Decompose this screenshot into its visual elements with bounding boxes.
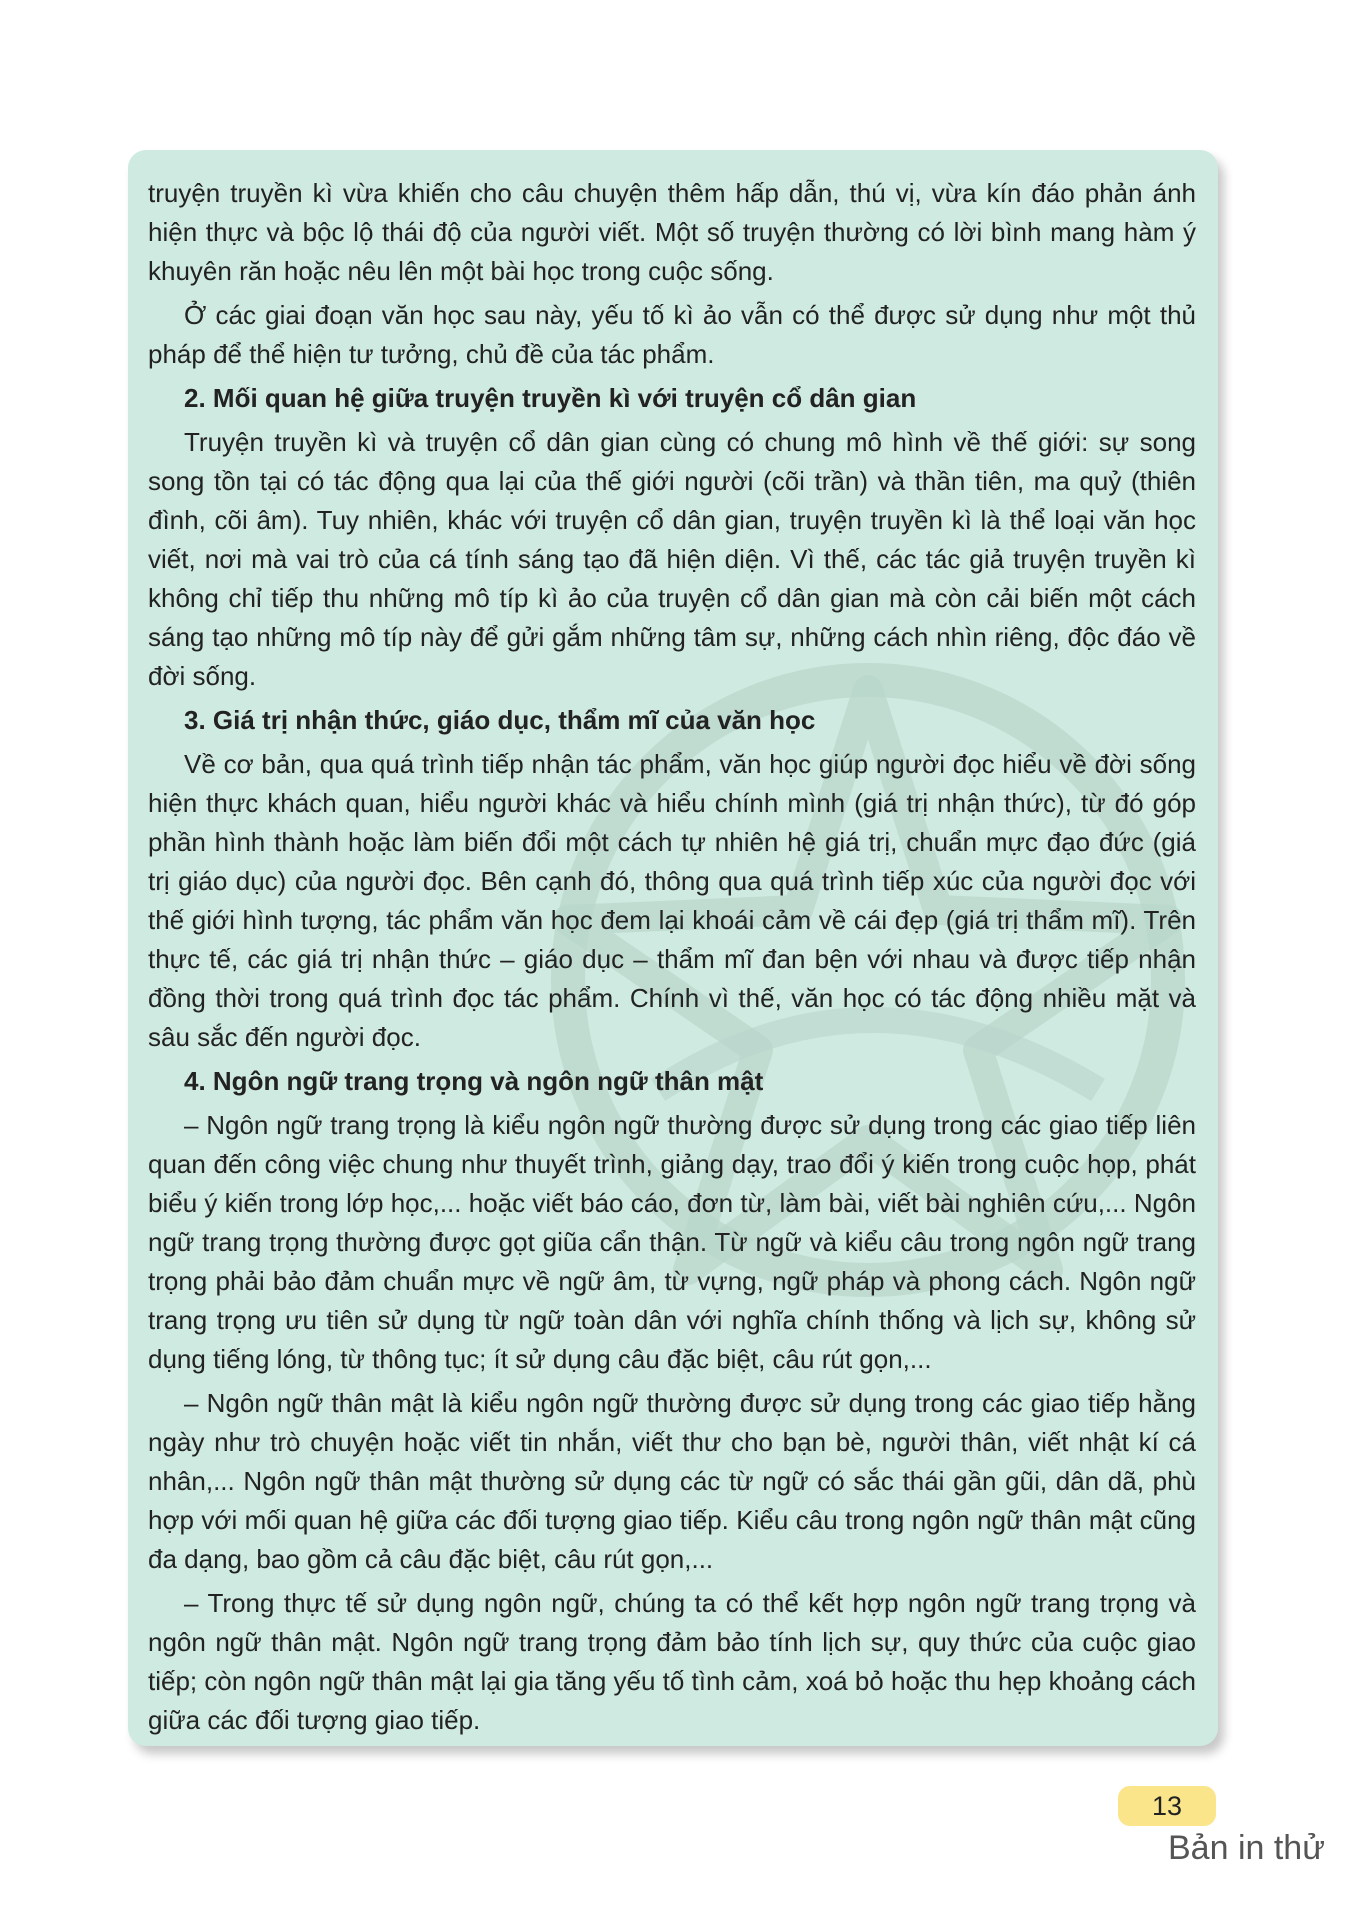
paragraph-formal-language: – Ngôn ngữ trang trọng là kiểu ngôn ngữ thường được sử dụng trong các giao tiếp liên quan đến công việc chung như thuyết trình, giảng dạy, trao đổi ý kiến trong cuộc họp, phát biểu ý kiến trong lớp học,... hoặc viết báo cáo, đơn từ, làm bài, viết bài nghiên cứu,... Ngôn ngữ trang trọng thường được gọt giũa cẩn thận. Từ ngữ và kiểu câu trong ngôn ngữ trang trọng phải bảo đảm chuẩn mực về ngữ âm, từ vựng, ngữ pháp và phong cách. Ngôn ngữ trang trọng ưu tiên sử dụng từ ngữ toàn dân với nghĩa chính thống và lịch sự, không sử dụng tiếng lóng, từ thông tục; ít sử dụng câu đặc biệt, câu rút gọn,... — [148, 1110, 1196, 1374]
content-panel — [128, 150, 1218, 1746]
heading-section-4: 4. Ngôn ngữ trang trọng và ngôn ngữ thân mật — [184, 1066, 764, 1096]
paragraph-section-3: Về cơ bản, qua quá trình tiếp nhận tác phẩm, văn học giúp người đọc hiểu về đời sống hiện thực khách quan, hiểu người khác và hiểu chính mình (giá trị nhận thức), từ đó góp phần hình thành hoặc làm biến đổi một cách tự nhiên hệ giá trị, chuẩn mực đạo đức (giá trị giáo dục) của người đọc. Bên cạnh đó, thông qua quá trình tiếp xúc của người đọc với thế giới hình tượng, tác phẩm văn học đem lại khoái cảm về cái đẹp (giá trị thẩm mĩ). Trên thực tế, các giá trị nhận thức – giáo dục – thẩm mĩ đan bện với nhau và được tiếp nhận đồng thời trong quá trình đọc tác phẩm. Chính vì thế, văn học có tác động nhiều mặt và sâu sắc đến người đọc. — [148, 749, 1196, 1052]
paragraph-continuation: truyện truyền kì vừa khiến cho câu chuyện thêm hấp dẫn, thú vị, vừa kín đáo phản ánh hiện thực và bộc lộ thái độ của người viết. Một số truyện thường có lời bình mang hàm ý khuyên răn hoặc nêu lên một bài học trong cuộc sống. — [148, 178, 1196, 286]
paragraph-informal-language: – Ngôn ngữ thân mật là kiểu ngôn ngữ thường được sử dụng trong các giao tiếp hằng ngày như trò chuyện hoặc viết tin nhắn, viết thư cho bạn bè, người thân, viết nhật kí cá nhân,... Ngôn ngữ thân mật thường sử dụng các từ ngữ có sắc thái gần gũi, dân dã, phù hợp với mối quan hệ giữa các đối tượng giao tiếp. Kiểu câu trong ngôn ngữ thân mật cũng đa dạng, bao gồm cả câu đặc biệt, câu rút gọn,... — [148, 1388, 1196, 1574]
heading-section-3: 3. Giá trị nhận thức, giáo dục, thẩm mĩ của văn học — [184, 705, 816, 735]
draft-label: Bản in thử — [1168, 1829, 1325, 1867]
paragraph-section-2: Truyện truyền kì và truyện cổ dân gian cùng có chung mô hình về thế giới: sự song song tồn tại có tác động qua lại của thế giới người (cõi trần) và thần tiên, ma quỷ (thiên đình, cõi âm). Tuy nhiên, khác với truyện cổ dân gian, truyện truyền kì là thể loại văn học viết, nơi mà vai trò của cá tính sáng tạo đã hiện diện. Vì thế, các tác giả truyện truyền kì không chỉ tiếp thu những mô típ kì ảo của truyện cổ dân gian mà còn cải biến một cách sáng tạo những mô típ này để gửi gắm những tâm sự, những cách nhìn riêng, độc đáo về đời sống. — [148, 427, 1196, 691]
paragraph-ky-ao: Ở các giai đoạn văn học sau này, yếu tố kì ảo vẫn có thể được sử dụng như một thủ pháp để thể hiện tư tưởng, chủ đề của tác phẩm. — [148, 300, 1196, 369]
paragraph-combined-language: – Trong thực tế sử dụng ngôn ngữ, chúng ta có thể kết hợp ngôn ngữ trang trọng và ngôn ngữ thân mật. Ngôn ngữ trang trọng đảm bảo tính lịch sự, quy thức của cuộc giao tiếp; còn ngôn ngữ thân mật lại gia tăng yếu tố tình cảm, xoá bỏ hoặc thu hẹp khoảng cách giữa các đối tượng giao tiếp. — [148, 1588, 1197, 1735]
heading-section-2: 2. Mối quan hệ giữa truyện truyền kì với truyện cổ dân gian — [184, 383, 917, 413]
page-text — [148, 174, 1196, 1740]
page-number-badge: 13 — [1118, 1786, 1216, 1826]
